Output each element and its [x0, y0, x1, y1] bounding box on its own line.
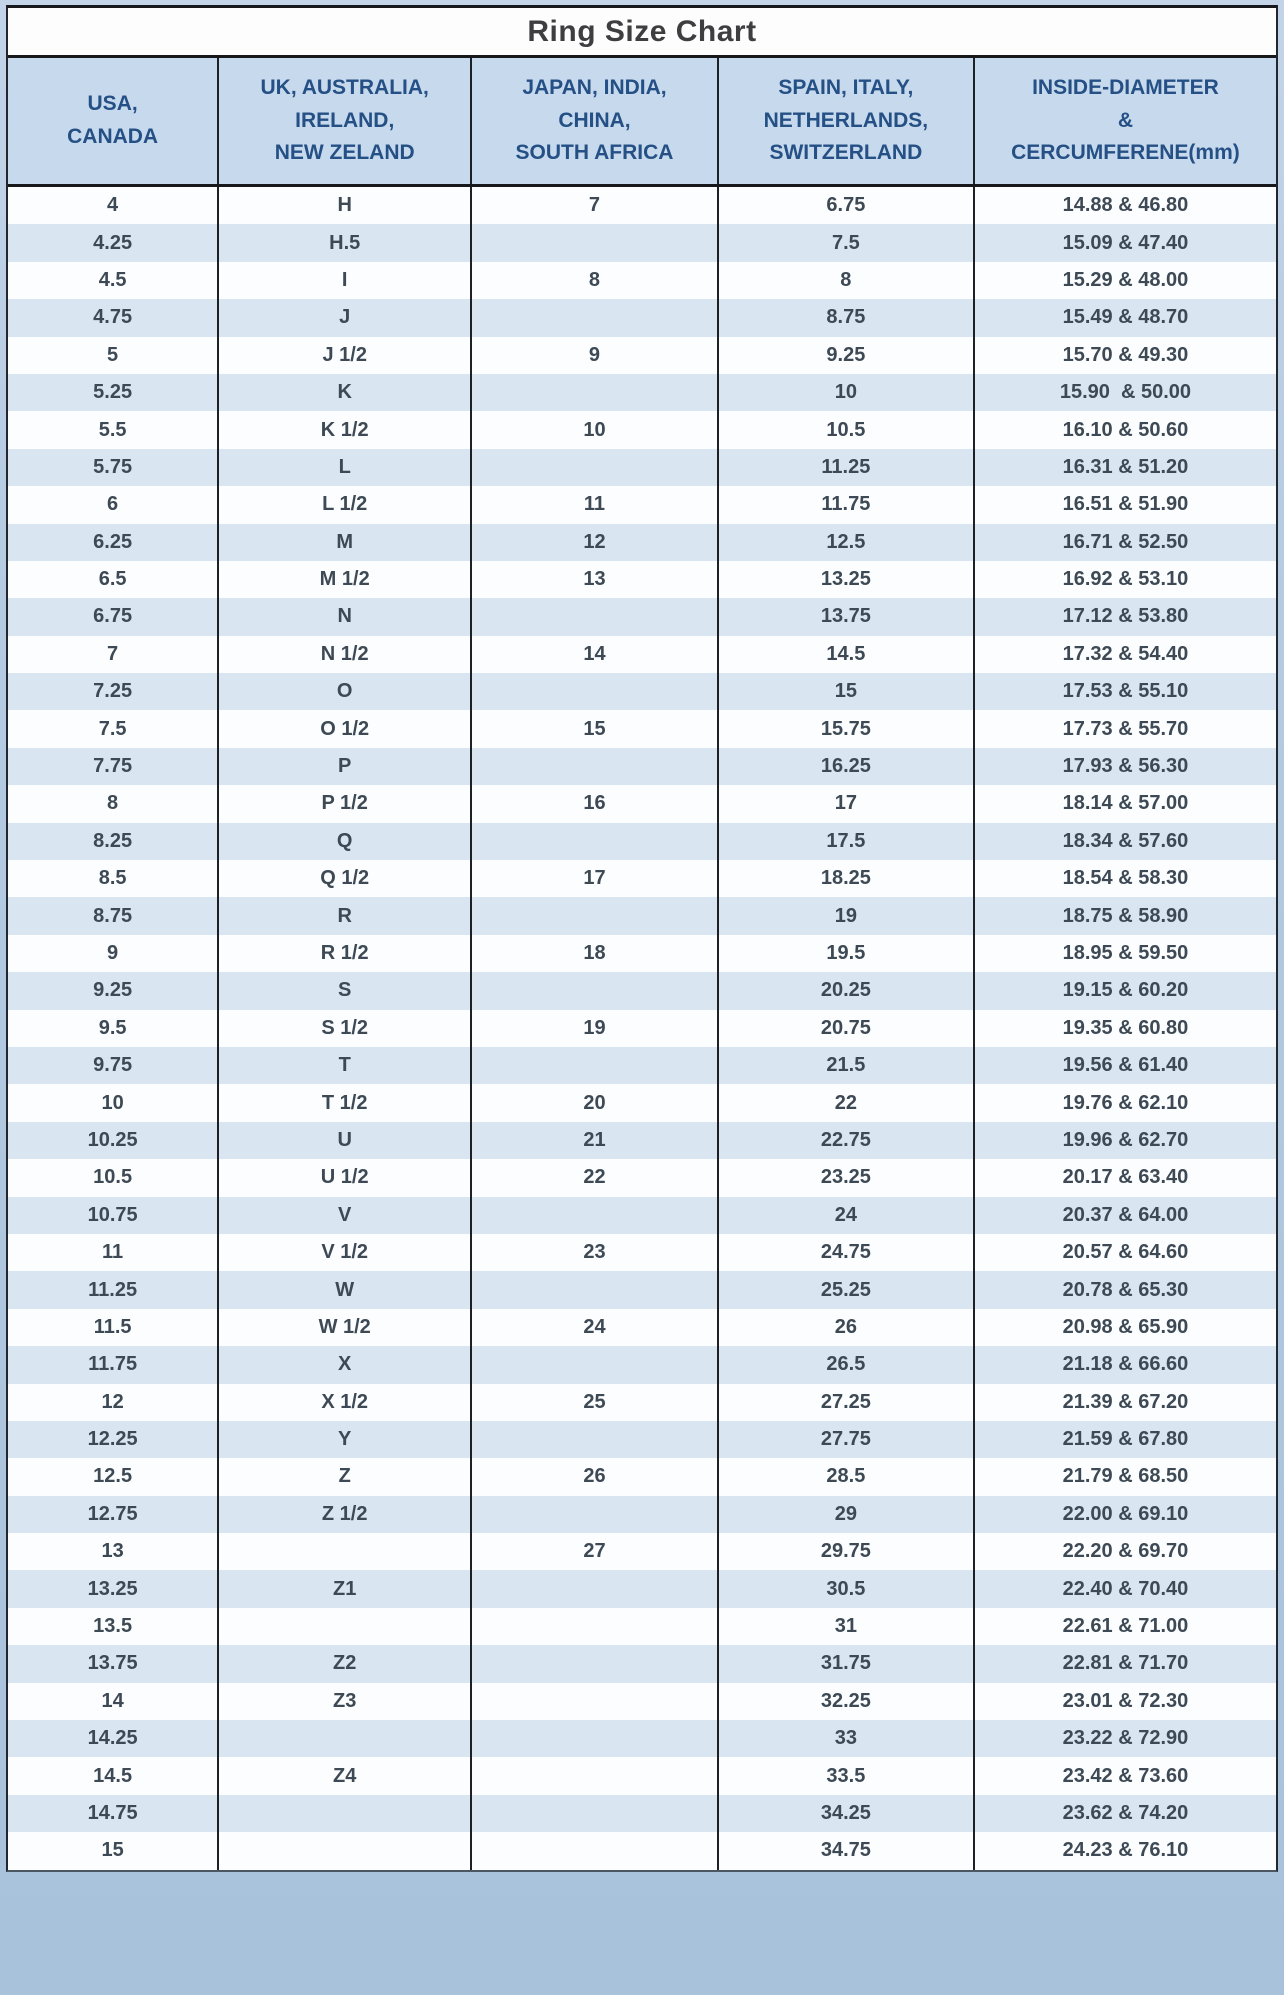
table-cell: 8 [107, 792, 119, 815]
table-row [8, 1795, 1276, 1832]
table-cell: 23.42 & 73.60 [973, 1757, 1276, 1794]
table-cell: 9.25 [93, 979, 133, 1002]
table-cell: 10.25 [87, 1128, 138, 1151]
table-cell [470, 1795, 717, 1832]
table-cell: 9 [470, 337, 717, 374]
table-cell: 17 [470, 860, 717, 897]
table-cell: J 1/2 [217, 337, 470, 374]
table-cell: 15 [101, 1839, 124, 1862]
table-cell: T 1/2 [217, 1084, 470, 1121]
table-cell: Z4 [217, 1757, 470, 1794]
table-cell: 15.75 [717, 710, 973, 747]
table-cell: 14.5 [717, 636, 973, 673]
table-cell: 6 [107, 493, 119, 516]
table-cell: 29.75 [717, 1533, 973, 1570]
table-cell: 15 [470, 710, 717, 747]
table-cell: 14.5 [93, 1764, 133, 1787]
table-cell: X [217, 1346, 470, 1383]
table-row [8, 449, 1276, 486]
table-cell: 18 [470, 935, 717, 972]
table-cell: I [217, 262, 470, 299]
table-cell: M 1/2 [217, 561, 470, 598]
table-cell: 15.49 & 48.70 [973, 299, 1276, 336]
table-cell: 8.75 [93, 904, 133, 927]
header-cell-label: SWITZERLAND [769, 141, 923, 165]
header-cell-label: UK, AUSTRALIA, [260, 76, 429, 100]
table-row [8, 337, 1276, 374]
table-cell [470, 1047, 717, 1084]
table-cell: 25.25 [717, 1271, 973, 1308]
table-cell: 26 [717, 1309, 973, 1346]
table-cell: Q 1/2 [217, 860, 470, 897]
table-cell: 11.75 [717, 486, 973, 523]
table-cell: Q [217, 823, 470, 860]
table-cell: 17.53 & 55.10 [973, 673, 1276, 710]
table-cell: 20.37 & 64.00 [973, 1197, 1276, 1234]
table-cell: Y [217, 1421, 470, 1458]
table-cell: 10 [470, 411, 717, 448]
table-cell: 18.14 & 57.00 [973, 785, 1276, 822]
table-cell: 26.5 [717, 1346, 973, 1383]
table-cell [470, 224, 717, 261]
table-cell: 11 [470, 486, 717, 523]
table-cell [470, 598, 717, 635]
table-body [8, 187, 1276, 1870]
table-cell: 11.25 [88, 1278, 138, 1301]
header-cell-label: NETHERLANDS, [763, 108, 929, 132]
table-cell: 11.75 [88, 1353, 138, 1376]
table-cell: 9.25 [717, 337, 973, 374]
table-cell: 24.23 & 76.10 [973, 1832, 1276, 1869]
table-cell: 22.20 & 69.70 [973, 1533, 1276, 1570]
table-row [8, 673, 1276, 710]
table-cell: 22.81 & 71.70 [973, 1645, 1276, 1682]
header-cell-label: CERCUMFERENE(mm) [1011, 141, 1240, 165]
table-row [8, 187, 1276, 224]
table-cell: T [217, 1047, 470, 1084]
table-cell: 13 [101, 1540, 124, 1563]
table-cell [470, 1683, 717, 1720]
table-cell: 7 [107, 642, 119, 665]
table-cell: S 1/2 [217, 1010, 470, 1047]
header-cell-label: SOUTH AFRICA [515, 141, 674, 165]
table-cell [470, 748, 717, 785]
table-cell [217, 1533, 470, 1570]
table-cell: 11.5 [93, 1315, 132, 1338]
table-cell: 21 [470, 1122, 717, 1159]
table-cell: 13.25 [87, 1577, 138, 1600]
header-cell-label: INSIDE-DIAMETER [1032, 76, 1219, 100]
header-cell-label: CHINA, [558, 108, 631, 132]
table-cell: 9.5 [98, 1016, 127, 1039]
table-cell: 27.75 [717, 1421, 973, 1458]
table-cell: 11 [102, 1241, 124, 1264]
table-cell: 19 [470, 1010, 717, 1047]
table-cell: 15 [717, 673, 973, 710]
table-row [8, 860, 1276, 897]
table-cell: 22.75 [717, 1122, 973, 1159]
header-cell-label: JAPAN, INDIA, [522, 76, 667, 100]
table-cell: 23.25 [717, 1159, 973, 1196]
table-row [8, 561, 1276, 598]
table-cell: 8.5 [98, 867, 127, 890]
table-cell: O [217, 673, 470, 710]
table-row [8, 1122, 1276, 1159]
table-row [8, 1384, 1276, 1421]
table-cell: N [217, 598, 470, 635]
table-cell [470, 823, 717, 860]
table-cell [470, 1496, 717, 1533]
table-cell: 4.75 [93, 306, 133, 329]
table-cell: 23.22 & 72.90 [973, 1720, 1276, 1757]
table-header-row [8, 58, 1276, 187]
table-cell: 18.54 & 58.30 [973, 860, 1276, 897]
table-cell: 6.75 [93, 605, 133, 628]
table-cell: 21.59 & 67.80 [973, 1421, 1276, 1458]
table-cell: 7.25 [93, 680, 133, 703]
table-cell: W 1/2 [217, 1309, 470, 1346]
table-cell: 10 [717, 374, 973, 411]
table-row [8, 1608, 1276, 1645]
table-cell: 13.75 [717, 598, 973, 635]
table-cell: 20.78 & 65.30 [973, 1271, 1276, 1308]
table-row [8, 1010, 1276, 1047]
table-row [8, 411, 1276, 448]
table-cell: 5 [107, 343, 119, 366]
table-cell: M [217, 524, 470, 561]
table-cell: 20.17 & 63.40 [973, 1159, 1276, 1196]
table-cell: 21.79 & 68.50 [973, 1458, 1276, 1495]
table-cell: P 1/2 [217, 785, 470, 822]
header-cell-3 [717, 58, 973, 184]
table-cell [470, 897, 717, 934]
table-row [8, 374, 1276, 411]
table-cell [470, 1346, 717, 1383]
table-cell: 29 [717, 1496, 973, 1533]
table-cell [470, 972, 717, 1009]
table-cell: 12.5 [717, 524, 973, 561]
table-row [8, 224, 1276, 261]
table-cell: 16 [470, 785, 717, 822]
table-row [8, 710, 1276, 747]
table-cell: L [217, 449, 470, 486]
table-cell: U [217, 1122, 470, 1159]
table-cell: 20.98 & 65.90 [973, 1309, 1276, 1346]
table-row [8, 299, 1276, 336]
table-cell: L 1/2 [217, 486, 470, 523]
table-cell: 17.5 [717, 823, 973, 860]
table-row [8, 1047, 1276, 1084]
table-cell: R 1/2 [217, 935, 470, 972]
table-cell: 19.96 & 62.70 [973, 1122, 1276, 1159]
table-cell: 21.18 & 66.60 [973, 1346, 1276, 1383]
table-cell: 8 [717, 262, 973, 299]
table-row [8, 1645, 1276, 1682]
table-cell [470, 1271, 717, 1308]
table-row [8, 1346, 1276, 1383]
table-cell: 5.5 [98, 418, 127, 441]
table-cell [470, 1570, 717, 1607]
table-cell: 4.5 [98, 268, 127, 291]
table-cell: 10.5 [717, 411, 973, 448]
table-cell: 10 [101, 1091, 124, 1114]
table-cell: 20.25 [717, 972, 973, 1009]
table-row [8, 785, 1276, 822]
table-cell [470, 1197, 717, 1234]
table-cell: 27.25 [717, 1384, 973, 1421]
table-cell: P [217, 748, 470, 785]
table-cell: V [217, 1197, 470, 1234]
table-cell: 31.75 [717, 1645, 973, 1682]
ring-size-table [6, 5, 1278, 1872]
table-cell: 34.25 [717, 1795, 973, 1832]
table-cell: 12.75 [87, 1502, 138, 1525]
table-row [8, 1757, 1276, 1794]
table-row [8, 1084, 1276, 1121]
table-row [8, 1421, 1276, 1458]
table-cell: 14.25 [87, 1727, 138, 1750]
table-cell: Z [217, 1458, 470, 1495]
table-cell: 6.5 [98, 568, 127, 591]
table-cell: 14.88 & 46.80 [973, 187, 1276, 224]
table-cell: H.5 [217, 224, 470, 261]
table-cell: 10.75 [87, 1203, 138, 1226]
table-cell [470, 299, 717, 336]
table-cell: 12.25 [87, 1428, 138, 1451]
table-cell: 7.5 [717, 224, 973, 261]
table-cell: 23 [470, 1234, 717, 1271]
table-row [8, 1533, 1276, 1570]
table-cell: 18.34 & 57.60 [973, 823, 1276, 860]
table-cell: 19.5 [717, 935, 973, 972]
table-cell: 20.75 [717, 1010, 973, 1047]
table-row [8, 524, 1276, 561]
header-cell-label: CANADA [67, 125, 159, 148]
table-cell: 19.76 & 62.10 [973, 1084, 1276, 1121]
table-cell: 14 [101, 1689, 124, 1712]
table-cell: 25 [470, 1384, 717, 1421]
table-cell: W [217, 1271, 470, 1308]
table-cell: 19 [717, 897, 973, 934]
table-row [8, 1197, 1276, 1234]
table-cell: 14.75 [87, 1801, 138, 1824]
header-cell-label: & [1117, 108, 1134, 132]
table-cell [470, 1421, 717, 1458]
header-cell-label: IRELAND, [295, 108, 395, 132]
table-cell: 11.25 [717, 449, 973, 486]
table-cell: 33.5 [717, 1757, 973, 1794]
table-cell: 7 [470, 187, 717, 224]
table-cell: 16.25 [717, 748, 973, 785]
table-cell: 12 [470, 524, 717, 561]
table-cell: 21.39 & 67.20 [973, 1384, 1276, 1421]
table-cell: 17.93 & 56.30 [973, 748, 1276, 785]
table-row [8, 935, 1276, 972]
table-cell [470, 1832, 717, 1869]
table-cell: 27 [470, 1533, 717, 1570]
table-cell: 26 [470, 1458, 717, 1495]
table-cell: 12.5 [93, 1465, 133, 1488]
table-cell: 14 [470, 636, 717, 673]
table-cell: 6.75 [717, 187, 973, 224]
table-cell: 22.00 & 69.10 [973, 1496, 1276, 1533]
table-row [8, 897, 1276, 934]
table-cell: 6.25 [93, 530, 133, 553]
table-cell: 17.32 & 54.40 [973, 636, 1276, 673]
table-row [8, 1496, 1276, 1533]
table-cell: 15.90 & 50.00 [973, 374, 1276, 411]
header-cell-label: NEW ZELAND [274, 141, 415, 165]
table-cell: Z1 [217, 1570, 470, 1607]
table-cell: 21.5 [717, 1047, 973, 1084]
table-cell: 16.71 & 52.50 [973, 524, 1276, 561]
table-row [8, 1683, 1276, 1720]
table-cell: 5.25 [93, 381, 133, 404]
table-cell: 17 [717, 785, 973, 822]
table-cell: 34.75 [717, 1832, 973, 1869]
table-cell: N 1/2 [217, 636, 470, 673]
table-cell [470, 1757, 717, 1794]
table-cell: 9.75 [93, 1054, 133, 1077]
table-cell: 20 [470, 1084, 717, 1121]
table-cell: 18.75 & 58.90 [973, 897, 1276, 934]
table-cell: 13.25 [717, 561, 973, 598]
table-cell: 24 [470, 1309, 717, 1346]
table-cell: K [217, 374, 470, 411]
table-cell: 9 [107, 942, 119, 964]
table-row [8, 636, 1276, 673]
table-cell: 15.09 & 47.40 [973, 224, 1276, 261]
table-cell: 15.29 & 48.00 [973, 262, 1276, 299]
table-cell [470, 374, 717, 411]
table-row [8, 1832, 1276, 1869]
table-cell: S [217, 972, 470, 1009]
table-cell: 16.92 & 53.10 [973, 561, 1276, 598]
table-row [8, 748, 1276, 785]
table-cell: 23.62 & 74.20 [973, 1795, 1276, 1832]
table-cell: 18.95 & 59.50 [973, 935, 1276, 972]
table-cell [470, 1608, 717, 1645]
table-cell: 19.35 & 60.80 [973, 1010, 1276, 1047]
table-cell: 22.40 & 70.40 [973, 1570, 1276, 1607]
table-row [8, 598, 1276, 635]
table-cell: 20.57 & 64.60 [973, 1234, 1276, 1271]
table-cell: 17.12 & 53.80 [973, 598, 1276, 635]
header-cell-1 [217, 58, 470, 184]
table-cell: 13.75 [87, 1652, 138, 1675]
table-cell [470, 1645, 717, 1682]
table-cell: 16.51 & 51.90 [973, 486, 1276, 523]
header-cell-0 [8, 58, 217, 184]
table-cell: Z 1/2 [217, 1496, 470, 1533]
table-cell: 7.5 [98, 717, 127, 740]
table-row [8, 823, 1276, 860]
table-cell [470, 673, 717, 710]
table-row [8, 486, 1276, 523]
table-cell: 17.73 & 55.70 [973, 710, 1276, 747]
table-cell: 8 [470, 262, 717, 299]
table-cell: 31 [717, 1608, 973, 1645]
table-cell: 22.61 & 71.00 [973, 1608, 1276, 1645]
table-cell: 18.25 [717, 860, 973, 897]
table-cell: 7.75 [93, 755, 133, 778]
table-cell: 13.5 [93, 1615, 133, 1638]
table-row [8, 1720, 1276, 1757]
table-row [8, 1234, 1276, 1271]
table-cell: U 1/2 [217, 1159, 470, 1196]
table-row [8, 972, 1276, 1009]
table-cell: 22 [470, 1159, 717, 1196]
table-cell: 32.25 [717, 1683, 973, 1720]
table-cell: 19.15 & 60.20 [973, 972, 1276, 1009]
table-cell: 24 [717, 1197, 973, 1234]
table-cell: 8.25 [93, 829, 133, 852]
table-row [8, 1271, 1276, 1308]
table-cell [217, 1608, 470, 1645]
table-cell [470, 1720, 717, 1757]
table-row [8, 1458, 1276, 1495]
table-cell: 19.56 & 61.40 [973, 1047, 1276, 1084]
table-cell: 4 [107, 194, 119, 217]
table-title: Ring Size Chart [8, 8, 1276, 58]
header-cell-label: USA, [87, 92, 138, 116]
table-cell [217, 1720, 470, 1757]
table-cell: 15.70 & 49.30 [973, 337, 1276, 374]
table-cell: V 1/2 [217, 1234, 470, 1271]
table-cell: 4.25 [93, 231, 133, 254]
table-cell [217, 1832, 470, 1869]
table-cell: 22 [717, 1084, 973, 1121]
header-cell-4 [973, 58, 1276, 184]
table-cell: Z3 [217, 1683, 470, 1720]
table-cell: R [217, 897, 470, 934]
table-cell: 23.01 & 72.30 [973, 1683, 1276, 1720]
table-cell: 30.5 [717, 1570, 973, 1607]
table-cell: 13 [470, 561, 717, 598]
table-cell [217, 1795, 470, 1832]
table-cell: O 1/2 [217, 710, 470, 747]
header-cell-2 [470, 58, 717, 184]
table-row [8, 1570, 1276, 1607]
table-cell: 12 [101, 1390, 124, 1413]
table-cell: 28.5 [717, 1458, 973, 1495]
table-cell: 5.75 [93, 455, 133, 478]
table-cell: 24.75 [717, 1234, 973, 1271]
table-cell: X 1/2 [217, 1384, 470, 1421]
header-cell-label: SPAIN, ITALY, [778, 76, 914, 100]
table-cell: 10.5 [93, 1166, 133, 1189]
table-cell: 8.75 [717, 299, 973, 336]
table-cell: 16.10 & 50.60 [973, 411, 1276, 448]
table-row [8, 1309, 1276, 1346]
table-row [8, 1159, 1276, 1196]
table-cell: J [217, 299, 470, 336]
table-cell: K 1/2 [217, 411, 470, 448]
table-cell: H [217, 187, 470, 224]
table-cell: 16.31 & 51.20 [973, 449, 1276, 486]
table-row [8, 262, 1276, 299]
table-cell: Z2 [217, 1645, 470, 1682]
table-cell: 33 [717, 1720, 973, 1757]
table-cell [470, 449, 717, 486]
